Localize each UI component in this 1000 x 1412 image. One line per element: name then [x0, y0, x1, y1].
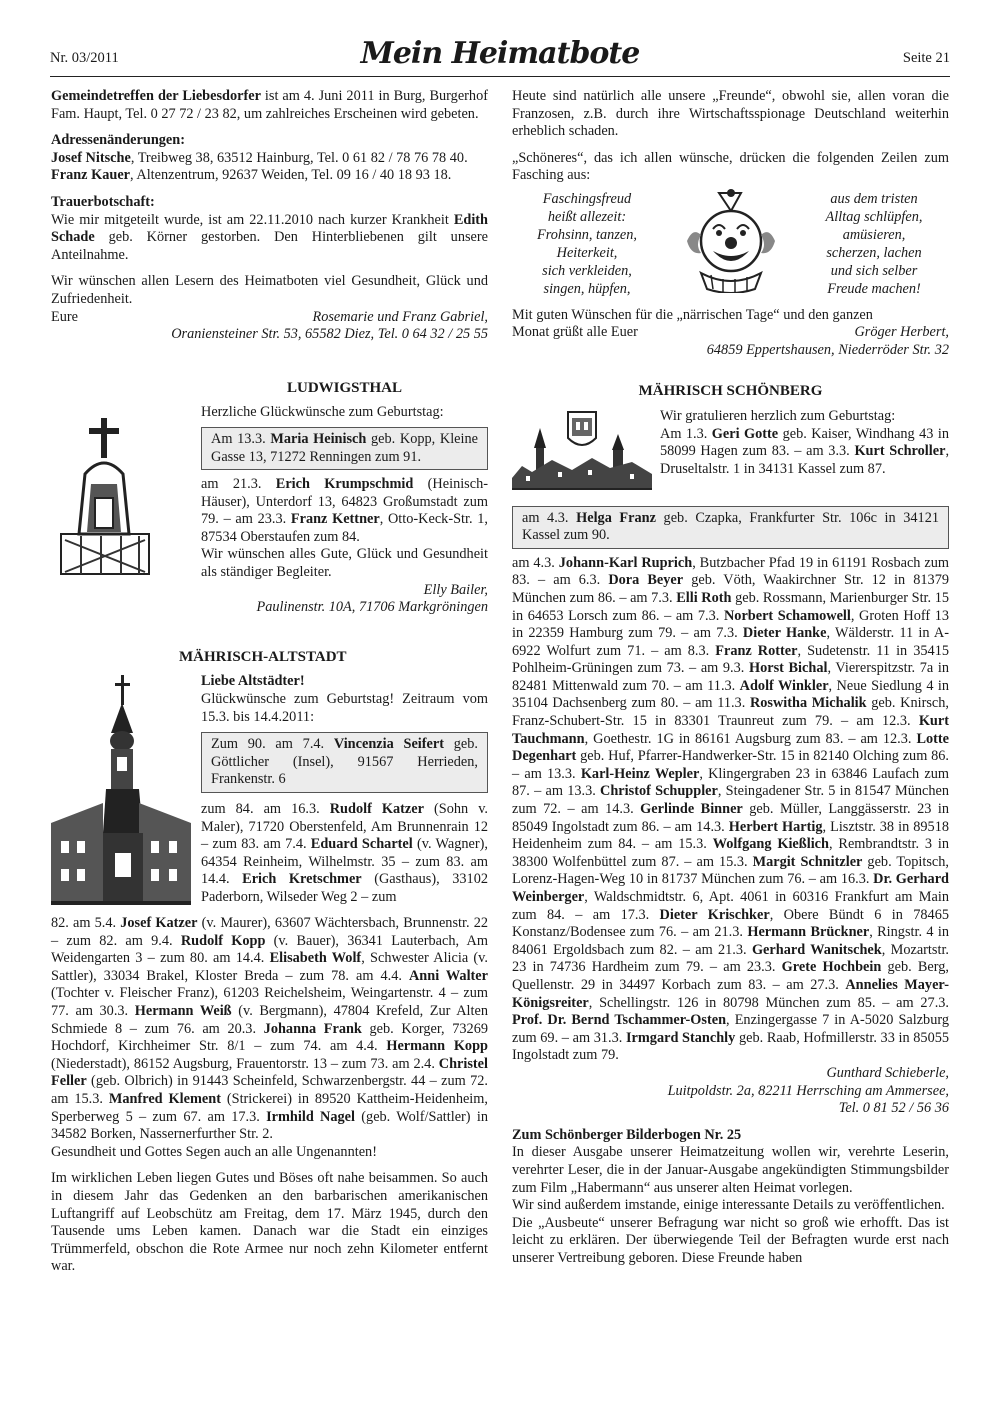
- person-name: Hermann Weiß: [134, 1003, 232, 1019]
- friends-text: Heute sind natürlich alle unsere „Freunde“, obwohl sie, allen voran die Franzosen, z.B. durch ihre Wirtschaftsspionage Deutschland weiterhin erheblich schaden.: [512, 88, 949, 140]
- entry-text: , Rembrandtstr. 3 in 38300 Wolfenbüttel zum 87. – am 15.3.: [512, 836, 949, 870]
- section-title-schoenberg: MÄHRISCH SCHÖNBERG: [638, 383, 823, 400]
- person-name: Dieter Hanke: [742, 625, 827, 642]
- entry-text: am 4.3.: [512, 554, 559, 571]
- poem-line: scherzen, lachen: [826, 244, 922, 261]
- schieberle-phone: Tel. 0 81 52 / 56 36: [838, 1100, 949, 1117]
- poem-line: aus dem tristen: [830, 190, 918, 207]
- poem-line: sich verkleiden,: [542, 262, 632, 279]
- poem-line: singen, hüpfen,: [543, 280, 631, 297]
- signature-line: [51, 309, 488, 327]
- meeting-notice: [51, 88, 488, 123]
- signature-name: Rosemarie und Franz Gabriel,: [312, 308, 488, 325]
- entry-text: , Schellingstr. 126 in 80798 München zum 85. – am 27.3.: [588, 994, 949, 1011]
- entry-text: (geb. Olbrich) in 91443 Scheinfeld, Schwarzenbergstr. 44 – zum 72. am 15.3.: [51, 1073, 488, 1107]
- entry-text: (Tochter v. Fleischer Franz), 61203 Reichelsheim, Weingartenstr. 4 – zum 77. am 30.3.: [51, 985, 488, 1019]
- person-name: Annelies Mayer-Königsreiter: [512, 976, 949, 1011]
- entry-text: (Sohn v. Maler), 71720 Oberstenfeld, Am Brunnenrain 12 – zum 83. am 7.4.: [201, 801, 489, 853]
- entry-text: (Strickerei) in 89520 Kattheim-Heidenheim, Sperberweg 5 – zum 67. am 17.3.: [51, 1090, 488, 1125]
- entry-text: geb. Huf, Pfarrer-Handwerker-Str. 15 in 82140 Olching zum 86. – am 13.3.: [512, 748, 949, 782]
- altstadt-greeting: Liebe Altstädter!: [201, 673, 305, 690]
- entry-text: , Viererspitzstr. 7a in 82481 Mittenwald zum 70. – am 11.3.: [512, 660, 949, 694]
- page-header: [50, 34, 950, 74]
- entry-text: , Butzbacher Pfad 19 in 61191 Rosbach zum 83. – am 6.3.: [512, 554, 949, 589]
- entry-text: geb. Rossmann, Marienburger Str. 15 in 64653 Lorsch zum 86. – am 7.3.: [512, 589, 949, 624]
- address-change-2: Franz Kauer, Altenzentrum, 92637 Weiden, Tel. 09 16 / 40 18 93 18.: [51, 167, 452, 184]
- entry-text: , Klingergraben 23 in 63846 Laufach zum 87. – am 13.3.: [512, 765, 949, 800]
- poem-line: und sich selber: [830, 262, 918, 279]
- fasching-intro: „Schöneres“, das ich allen wünsche, drücken die folgenden Zeilen zum Fasching aus:: [512, 149, 949, 184]
- person-name: Erich Kretschmer: [242, 871, 362, 888]
- entry-text: (v. Maurer), 63607 Wächtersbach, Brunnenstr. 22 – zum 82. am 9.4.: [51, 915, 488, 949]
- person-name: Eduard Schartel: [310, 836, 413, 853]
- clown-icon: [679, 189, 783, 299]
- person-name: Grete Hochbein: [781, 959, 882, 976]
- entry-text: (v. Wagner), 64354 Reinheim, Wilhelmstr. 35 – zum 83. am 14.4.: [201, 836, 488, 888]
- entry-text: geb. Knirsch, Franz-Schubert-Str. 15 in 83301 Traunreut zum 79. – am 12.3.: [512, 695, 949, 730]
- person-name: Dora Beyer: [608, 572, 684, 589]
- entry-text: , Groten Hoff 13 in 22359 Hamburg zum 79. – am 7.3.: [512, 607, 950, 642]
- person-name: Hermann Kopp: [386, 1038, 488, 1055]
- entry-text: (geb. Wolf/Sattler) in 34582 Borken, Nassernerfurther Str. 2.: [51, 1108, 488, 1143]
- meeting-text: ist am 4. Juni 2011 in Burg, Burgerhof Fam. Haupt, Tel. 0 27 72 / 23 82, um zahlreiches Erscheinen wird gebeten.: [51, 88, 488, 122]
- poem-line: Alltag schlüpfen,: [825, 208, 923, 225]
- person-name: Norbert Schamowell: [723, 607, 851, 624]
- issue-number: Nr. 03/2011: [50, 50, 119, 66]
- schoenberg-first-birthdays: Am 1.3. Geri Gotte geb. Kaiser, Windhang 43 in 58099 Hagen zum 83. – am 3.3. Kurt Schroller, Druseltalstr. 1 in 34131 Kassel zum 87.: [660, 425, 950, 477]
- person-name: Rudolf Katzer: [329, 801, 424, 817]
- person-name: Franz Rotter: [715, 642, 798, 659]
- person-name: Hermann Brückner: [747, 924, 870, 941]
- person-name: Irmgard Stanchly: [625, 1029, 736, 1046]
- person-name: Herbert Hartig: [728, 818, 823, 835]
- ludwigsthal-sig-name: Elly Bailer,: [423, 581, 488, 598]
- highlight-box-schoenberg: am 4.3. Helga Franz geb. Czapka, Frankfurter Str. 106c in 34121 Kassel zum 90.: [512, 506, 949, 549]
- altstadt-block: [51, 673, 488, 915]
- ludwigsthal-intro: Herzliche Glückwünsche zum Geburtstag:: [201, 404, 444, 421]
- person-name: Dr. Gerhard Weinberger: [512, 871, 949, 905]
- person-name: Gerlinde Binner: [640, 801, 743, 818]
- person-name: Anni Walter: [408, 967, 489, 984]
- person-name: Josef Katzer: [120, 915, 198, 932]
- meeting-title: Gemeindetreffen der Liebesdorfer: [51, 88, 261, 104]
- entry-text: (Niederstadt), 86152 Augsburg, Frauentorstr. 13 – zum 73. am 2.4.: [51, 1055, 439, 1072]
- entry-text: , Goethestr. 1G in 86161 Augsburg zum 83. – am 12.3.: [584, 730, 917, 747]
- schieberle-address: Luitpoldstr. 2a, 82211 Herrsching am Ammersee,: [667, 1082, 949, 1099]
- entry-text: geb. Topitsch, Lorenz-Hagen-Weg 10 in 81737 München zum 76. – am 16.3.: [512, 853, 950, 888]
- person-name: Karl-Heinz Wepler: [580, 765, 700, 782]
- person-name: Christof Schuppler: [600, 783, 718, 800]
- ludwigsthal-birthdays: am 21.3. Erich Krumpschmid (Heinisch-Häuser), Unterdorf 13, 64823 Großumstadt zum 79. – am 23.3. Franz Kettner, Otto-Keck-Str. 1, 87534 Oberstaufen zum 84.: [201, 476, 489, 545]
- entry-text: geb. Vöth, Waakirchner Str. 12 in 81379 München zum 86. – am 7.3.: [512, 572, 949, 606]
- poem-right-verse: [799, 190, 949, 298]
- entry-text: (Gasthaus), 33102 Paderborn, Wilseder Weg 2 – zum: [201, 871, 488, 905]
- person-name: Dieter Krischker: [659, 906, 770, 923]
- person-name: Johanna Frank: [263, 1020, 362, 1037]
- poem-line: heißt allezeit:: [547, 208, 627, 225]
- address-change-1: Josef Nitsche, Treibweg 38, 63512 Hainburg, Tel. 0 61 82 / 78 76 78 40.: [51, 149, 468, 166]
- person-name: Wolfgang Kießlich: [712, 836, 829, 853]
- person-name: Prof. Dr. Bernd Tschammer-Osten: [512, 1012, 727, 1029]
- left-column: [51, 88, 488, 1276]
- entry-text: , Schwester Alicia (v. Sattler), 33034 Brakel, Kloster Breda – zum 78. am 4.4.: [51, 950, 488, 984]
- entry-text: geb. Raab, Hofmillerstr. 33 in 85055 Ingolstadt zum 79.: [512, 1029, 950, 1064]
- person-name: Kurt Tauchmann: [512, 713, 949, 747]
- person-name: Manfred Klement: [108, 1090, 221, 1107]
- poem-line: amüsieren,: [842, 226, 906, 243]
- person-name: Johann-Karl Ruprich: [558, 554, 693, 571]
- signature-address: Oraniensteiner Str. 53, 65582 Diez, Tel. 0 64 32 / 25 55: [171, 326, 488, 343]
- person-name: Elisabeth Wolf: [269, 950, 362, 967]
- person-name: Lotte Degenhart: [512, 730, 949, 765]
- entry-text: , Steingadener Str. 5 in 81547 München zum 72. – am 14.3.: [512, 783, 949, 818]
- entry-text: , Waldschmidtstr. 6, Apt. 4061 in 60316 Frankfurt am Main zum 84. – am 17.3.: [512, 889, 949, 923]
- entry-text: geb. Berg, Quellenstr. 29 in 34497 Korbach zum 83. – am 27.3.: [512, 959, 949, 993]
- person-name: Horst Bichal: [748, 660, 828, 677]
- schoenberg-birthday-list: [512, 555, 949, 1065]
- entry-text: zum 84. am 16.3.: [201, 801, 330, 817]
- poem-line: Faschingsfreud: [542, 190, 632, 207]
- bilderbogen-p2: Wir sind außerdem imstande, einige interessante Details zu veröffentlichen.: [512, 1197, 945, 1214]
- address-changes-heading: Adressenänderungen:: [51, 132, 185, 149]
- altstadt-intro: Glückwünsche zum Geburtstag! Zeitraum vom 15.3. bis 14.4.2011:: [201, 691, 488, 725]
- groeger-address: 64859 Eppertshausen, Niederröder Str. 32: [706, 341, 949, 358]
- church-icon: [51, 673, 201, 915]
- altstadt-closing: Gesundheit und Gottes Segen auch an alle Ungenannten!: [51, 1143, 377, 1160]
- right-column: [512, 88, 949, 1267]
- chapel-icon: [51, 404, 201, 617]
- entry-text: geb. Müller, Langgässerstr. 23 in 85049 Ingolstadt zum 86. – am 14.3.: [512, 801, 949, 835]
- bilderbogen-p3: Die „Ausbeute“ unserer Befragung war nicht so groß wie erhofft. Das ist leicht zu erklären. Der überwiegende Teil der Befragten wurde erst nach unserer Vertreibung geboren. Diese Freunde haben: [512, 1214, 949, 1266]
- schoenberg-block: [512, 408, 949, 500]
- person-name: Elli Roth: [676, 589, 732, 606]
- highlight-box-altstadt: Zum 90. am 7.4. Vincenzia Seifert geb. Göttlicher (Insel), 91567 Herrieden, Frankenstr. 6: [201, 732, 488, 793]
- schoenberg-intro: Wir gratulieren herzlich zum Geburtstag:: [660, 407, 896, 424]
- section-title-ludwigsthal: LUDWIGSTHAL: [286, 379, 403, 396]
- altstadt-birthdays-narrow: [201, 801, 488, 907]
- entry-text: , Sudetenstr. 11 in 35415 Pohlheim-Grüningen zum 73. – am 9.3.: [512, 642, 949, 677]
- mourning-text: Wie mir mitgeteilt wurde, ist am 22.11.2010 nach kurzer Krankheit Edith Schade geb. Körner gestorben. Den Hinterbliebenen gilt unsere Anteilnahme.: [51, 211, 488, 263]
- air-raid-story: Im wirklichen Leben liegen Gutes und Böses oft nahe beisammen. So auch in diesem Jahr das Gedenken an den barbarischen amerikanischen Luftangriff auf Leobschütz am Freitag, dem 17. März 1945, durch den Tausende ums Leben kamen. Danach war die Stadt ein einziges Trümmerfeld, obschon die Rote Armee nur noch zehn Kilometer entfernt war.: [51, 1170, 488, 1275]
- header-rule: [50, 76, 950, 77]
- highlight-box-ludwigsthal: Am 13.3. Maria Heinisch geb. Kopp, Kleine Gasse 13, 71272 Renningen zum 91.: [201, 427, 488, 470]
- entry-text: 82. am 5.4.: [51, 915, 121, 932]
- wishes-line-2: Monat grüßt alle Euer Gröger Herbert,: [512, 324, 949, 341]
- schieberle-signature: Gunthard Schieberle,: [826, 1064, 949, 1081]
- altstadt-birthdays-wide: [51, 915, 488, 1144]
- person-name: Rudolf Kopp: [180, 932, 266, 949]
- person-name: Margit Schnitzler: [752, 853, 863, 870]
- poem-line: Freude machen!: [827, 280, 921, 297]
- person-name: Christel Feller: [51, 1055, 488, 1090]
- poem-line: Heiterkeit,: [556, 244, 618, 261]
- mourning-heading: Trauerbotschaft:: [51, 193, 155, 210]
- poem-line: Frohsinn, tanzen,: [537, 226, 637, 243]
- town-crest-icon: [512, 408, 660, 500]
- wishes-text: Wir wünschen allen Lesern des Heimatboten viel Gesundheit, Glück und Zufriedenheit.: [51, 273, 488, 307]
- entry-text: , Wälderstr. 11 in A-6922 Wolfurt zum 71. – am 8.3.: [512, 625, 949, 659]
- masthead-logo: Mein Heimatbote: [360, 36, 640, 71]
- entry-text: , Enzingergasse 7 in A-5020 Salzburg zum 69. – am 31.3.: [512, 1012, 950, 1046]
- entry-text: (v. Bauer), 36341 Lauterbach, Am Weidengarten 3 – zum 80. am 14.4.: [51, 932, 489, 967]
- entry-text: , Neue Siedlung 4 in 35104 Dachsenberg zum 80. – am 11.3.: [512, 677, 950, 712]
- fasching-poem: [512, 189, 949, 299]
- entry-text: , Ringstr. 4 in 84061 Ergoldsbach zum 82. – am 21.3.: [512, 924, 949, 958]
- bilderbogen-p1: In dieser Ausgabe unserer Heimatzeitung wollen wir, verehrte Leserin, verehrter Leser, die in der Januar-Ausgabe angekündigten Stimmungsbilder zum Film „Habermann“ aus unserer alten Heimat vorlegen.: [512, 1144, 949, 1196]
- page-number: Seite 21: [902, 50, 950, 66]
- groeger-signature: Gröger Herbert,: [854, 324, 949, 341]
- person-name: Roswitha Michalik: [749, 695, 867, 712]
- bilderbogen-title: Zum Schönberger Bilderbogen Nr. 25: [512, 1126, 742, 1143]
- eure-text: Eure: [51, 308, 78, 325]
- poem-left-verse: [512, 190, 662, 298]
- person-name: Gerhard Wanitschek: [751, 941, 882, 958]
- entry-text: , Mozartstr. 23 in 74736 Hardheim zum 79. – am 23.3.: [512, 941, 949, 976]
- ludwigsthal-sig-address: Paulinenstr. 10A, 71706 Markgröningen: [256, 599, 488, 616]
- ludwigsthal-block: [51, 404, 488, 617]
- wishes-line-1: Mit guten Wünschen für die „närrischen Tage“ und den ganzen: [512, 306, 873, 323]
- entry-text: geb. Korger, 73269 Hochdorf, Kirchheimer Str. 8/1 – zum 74. am 4.4.: [51, 1020, 488, 1055]
- person-name: Adolf Winkler: [739, 677, 829, 694]
- ludwigsthal-wish: Wir wünschen alles Gute, Glück und Gesundheit als ständiger Begleiter.: [201, 546, 488, 581]
- person-name: Irmhild Nagel: [266, 1108, 355, 1125]
- entry-text: , Lisztstr. 38 in 89518 Heidenheim zum 84. – am 15.3.: [512, 818, 949, 853]
- entry-text: , Obere Bündt 6 in 78465 Konstanz/Bodensee zum 76. – am 21.3.: [512, 906, 949, 941]
- entry-text: (v. Bergmann), 47804 Krefeld, Zur Alten Schmiede 8 – zum 76. am 20.3.: [51, 1003, 488, 1037]
- section-title-altstadt: MÄHRISCH-ALTSTADT: [179, 648, 347, 665]
